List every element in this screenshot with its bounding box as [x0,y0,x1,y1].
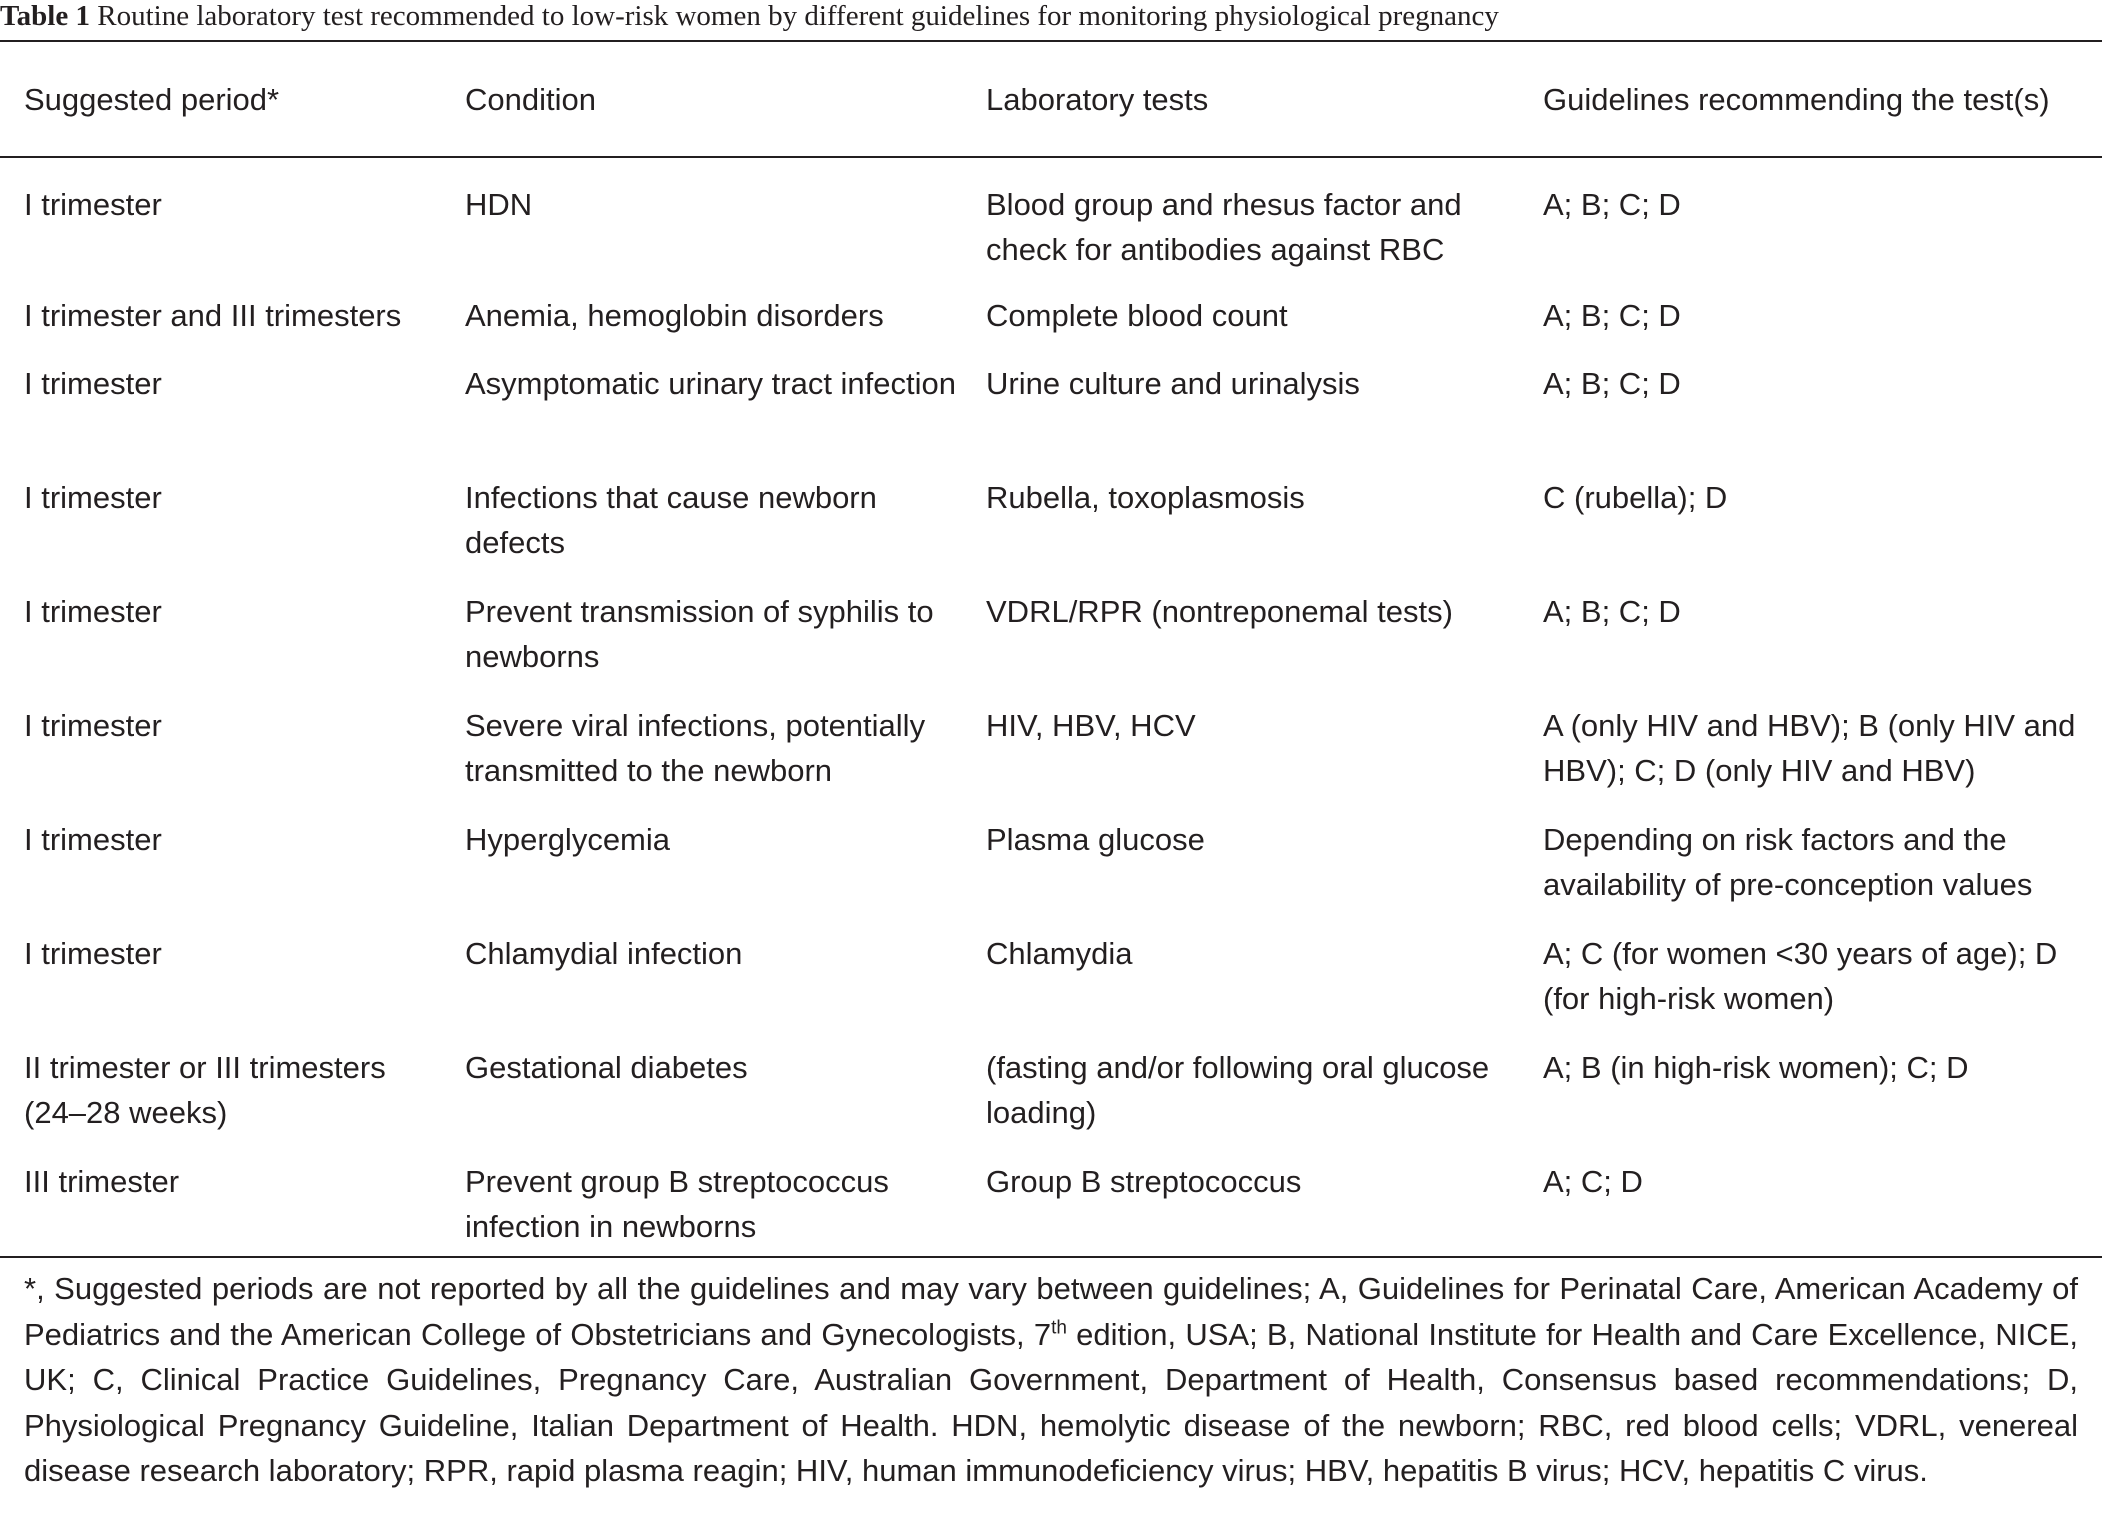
header-suggested-period: Suggested period* [24,81,280,117]
table-row [0,454,2102,568]
table-caption-label: Table 1 [0,0,90,32]
cell-condition: Severe viral infections, potentially transmitted to the newborn [465,708,926,788]
header-condition: Condition [465,81,596,117]
cell-suggested-period: I trimester [24,822,162,857]
table-row [0,568,2102,682]
cell-condition: Asymptomatic urinary tract infection [465,366,957,401]
header-laboratory-tests: Laboratory tests [986,81,1209,117]
cell-laboratory-tests: Urine culture and urinalysis [986,366,1360,401]
table-caption [0,0,2102,38]
cell-guidelines: Depending on risk factors and the availability of pre-conception values [1543,822,2033,902]
cell-guidelines: A; C (for women <30 years of age); D (for high-risk women) [1543,936,2058,1016]
cell-guidelines: A; C; D [1543,1164,1643,1199]
cell-suggested-period: III trimester [24,1164,180,1199]
cell-laboratory-tests: (fasting and/or following oral glucose loading) [986,1050,1490,1130]
cell-guidelines: C (rubella); D [1543,480,1728,515]
cell-suggested-period: I trimester [24,936,162,971]
table-header-row [0,42,2102,156]
cell-laboratory-tests: Chlamydia [986,936,1133,971]
table-row [0,272,2102,340]
cell-condition: Infections that cause newborn defects [465,480,877,560]
cell-laboratory-tests: VDRL/RPR (nontreponemal tests) [986,594,1453,629]
table-row [0,156,2102,272]
cell-condition: HDN [465,187,533,222]
cell-guidelines: A; B; C; D [1543,594,1681,629]
cell-guidelines: A; B (in high-risk women); C; D [1543,1050,1969,1085]
footnote-text-after-sup: edition, USA; B, National Institute for Health and Care Excellence, NICE, UK; C, Clinical Practice Guidelines, Pregnancy Care, Australian Government, Department of Health, Consensus based recommendations; D, Physiological Pregnancy Guideline, Italian Department of Health. HDN, hemolytic disease of the newborn; RBC, red blood cells; VDRL, venereal disease research laboratory; RPR, rapid plasma reagin; HIV, human immunodeficiency virus; HBV, hepatitis B virus; HCV, hepatitis C virus. [24,1316,2078,1488]
cell-condition: Hyperglycemia [465,822,671,857]
table-row [0,1024,2102,1138]
cell-suggested-period: II trimester or III trimesters (24–28 weeks) [24,1050,386,1130]
cell-condition: Prevent transmission of syphilis to newborns [465,594,934,674]
lab-tests-table [0,42,2102,1252]
cell-suggested-period: I trimester [24,708,162,743]
footnote-text-before-sup: *, Suggested periods are not reported by all the guidelines and may vary between guidelines; A, Guidelines for Perinatal Care, American Academy of Pediatrics and the American College of Obstetricians and Gynecologists, 7 [24,1271,2078,1352]
table-row [0,796,2102,910]
table-row [0,340,2102,454]
cell-suggested-period: I trimester [24,366,162,401]
cell-laboratory-tests: HIV, HBV, HCV [986,708,1196,743]
header-guidelines: Guidelines recommending the test(s) [1543,81,2050,117]
table-caption-text: Routine laboratory test recommended to low-risk women by different guidelines for monitoring physiological pregnancy [97,0,1499,32]
cell-laboratory-tests: Group B streptococcus [986,1164,1302,1199]
cell-condition: Prevent group B streptococcus infection in newborns [465,1164,889,1244]
cell-guidelines: A; B; C; D [1543,187,1681,222]
cell-condition: Chlamydial infection [465,936,743,971]
table-row [0,682,2102,796]
cell-guidelines: A; B; C; D [1543,366,1681,401]
table-row [0,1138,2102,1252]
cell-suggested-period: I trimester [24,594,162,629]
cell-guidelines: A; B; C; D [1543,298,1681,333]
cell-laboratory-tests: Rubella, toxoplasmosis [986,480,1305,515]
cell-condition: Gestational diabetes [465,1050,748,1085]
cell-laboratory-tests: Complete blood count [986,298,1288,333]
cell-condition: Anemia, hemoglobin disorders [465,298,884,333]
cell-guidelines: A (only HIV and HBV); B (only HIV and HBV); C; D (only HIV and HBV) [1543,708,2076,788]
cell-suggested-period: I trimester [24,187,162,222]
table-bottom-rule [0,1256,2102,1258]
cell-suggested-period: I trimester [24,480,162,515]
cell-laboratory-tests: Blood group and rhesus factor and check for antibodies against RBC [986,187,1462,267]
footnote-superscript: th [1051,1317,1067,1339]
table-footnote [24,1266,2078,1494]
cell-laboratory-tests: Plasma glucose [986,822,1205,857]
cell-suggested-period: I trimester and III trimesters [24,298,402,333]
table-row [0,910,2102,1024]
